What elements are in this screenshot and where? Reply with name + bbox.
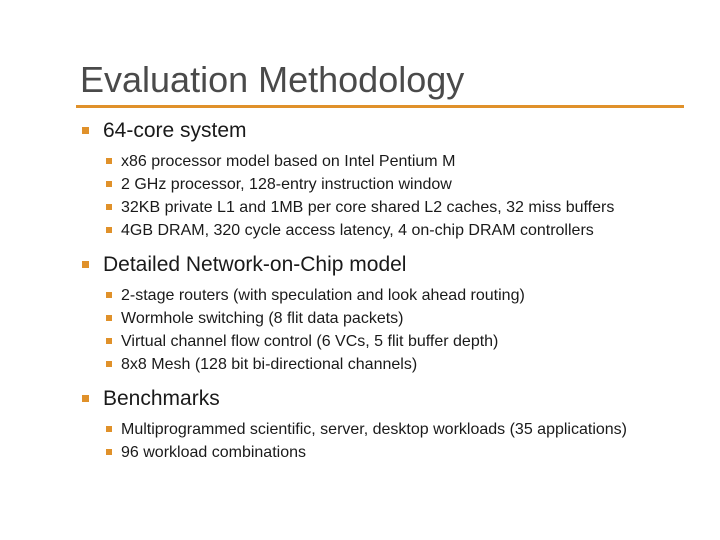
sub-bullet-text: Wormhole switching (8 flit data packets) (121, 310, 404, 327)
bullet-benchmarks (80, 386, 690, 412)
slide-body (80, 118, 690, 464)
square-bullet-icon (106, 158, 112, 164)
square-bullet-icon (106, 204, 112, 210)
bullet-64-core-system (80, 118, 690, 144)
sub-bullet-text: 2 GHz processor, 128-entry instruction window (121, 176, 452, 193)
square-bullet-icon (106, 227, 112, 233)
square-bullet-icon (106, 315, 112, 321)
sub-bullet-text: Virtual channel flow control (6 VCs, 5 flit buffer depth) (121, 333, 499, 350)
sub-bullet (80, 353, 690, 376)
sub-bullet (80, 330, 690, 353)
sub-bullet-text: Multiprogrammed scientific, server, desktop workloads (35 applications) (121, 421, 627, 438)
bullet-network-on-chip-model (80, 252, 690, 278)
slide-title: Evaluation Methodology (80, 59, 465, 100)
square-bullet-icon (106, 449, 112, 455)
square-bullet-icon (106, 181, 112, 187)
square-bullet-icon (106, 292, 112, 298)
sub-bullet (80, 418, 690, 441)
square-bullet-icon (106, 361, 112, 367)
sub-bullet-text: 32KB private L1 and 1MB per core shared L2 caches, 32 miss buffers (121, 199, 615, 216)
bullet-text: Detailed Network-on-Chip model (103, 253, 407, 276)
square-bullet-icon (106, 338, 112, 344)
sub-bullet-text: 8x8 Mesh (128 bit bi-directional channels) (121, 356, 418, 373)
sub-bullet (80, 173, 690, 196)
bullet-text: Benchmarks (103, 387, 220, 410)
sub-bullet (80, 219, 690, 242)
sub-bullet-text: 2-stage routers (with speculation and look ahead routing) (121, 287, 525, 304)
sub-bullet (80, 284, 690, 307)
sub-bullets-benchmarks (80, 418, 690, 464)
sub-bullet (80, 307, 690, 330)
square-bullet-icon (82, 395, 89, 402)
sub-bullet (80, 441, 690, 464)
sub-bullet (80, 196, 690, 219)
sub-bullet-text: 4GB DRAM, 320 cycle access latency, 4 on-chip DRAM controllers (121, 222, 594, 239)
square-bullet-icon (82, 261, 89, 268)
square-bullet-icon (106, 426, 112, 432)
sub-bullet-text: 96 workload combinations (121, 444, 306, 461)
square-bullet-icon (82, 127, 89, 134)
sub-bullet-text: x86 processor model based on Intel Pentium M (121, 153, 456, 170)
title-underline (76, 105, 684, 108)
sub-bullet (80, 150, 690, 173)
bullet-text: 64-core system (103, 119, 247, 142)
sub-bullets-64-core (80, 150, 690, 242)
sub-bullets-noc (80, 284, 690, 376)
